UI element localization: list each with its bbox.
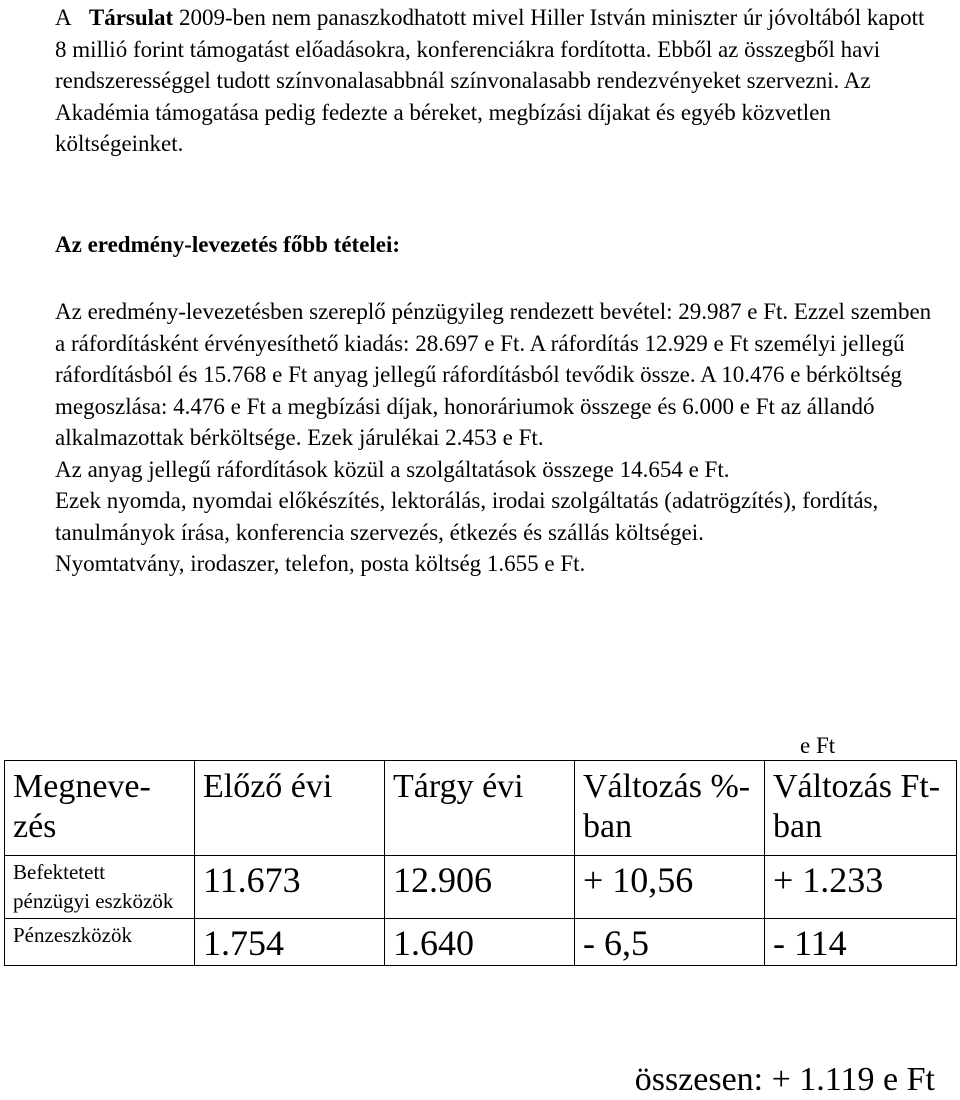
- row-label: Pénzeszközök: [5, 919, 195, 966]
- table-header-row: [5, 761, 957, 856]
- table-cell: + 1.233: [765, 856, 957, 919]
- intro-paragraph: [55, 2, 935, 160]
- intro-text: 2009-ben nem panaszkodhatott mivel Hiller István miniszter úr jóvoltából kapott 8 millió forint támogatást előadásokra, konferenciákra fordította. Ebből az összegből havi rendszerességgel tudott színvonalasabbnál színvonalasabb rendezvényeket szervezni. Az Akadémia támogatása pedig fedezte a béreket, megbízási díjakat és egyéb közvetlen költségeinket.: [55, 5, 925, 156]
- table-cell: - 6,5: [575, 919, 765, 966]
- section-heading: Az eredmény-levezetés főbb tételei:: [55, 232, 401, 257]
- table-cell: 11.673: [195, 856, 385, 919]
- result-paragraph: Ezek nyomda, nyomdai előkészítés, lektorálás, irodai szolgáltatás (adatrögzítés), fordítás, tanulmányok írása, konferencia szervezés, étkezés és szállás költségei.: [55, 488, 879, 545]
- result-section: [55, 296, 935, 580]
- table-row: [5, 919, 957, 966]
- header-cell: Megneve-zés: [5, 761, 195, 856]
- result-paragraph: Az eredmény-levezetésben szereplő pénzügyileg rendezett bevétel: 29.987 e Ft. Ezzel szemben a ráfordításként érvényesíthető kiadás: 28.697 e Ft. A ráfordítás 12.929 e Ft személyi jellegű ráfordításból és 15.768 e Ft anyag jellegű ráfordításból tevődik össze. A 10.476 e bérköltség megoszlása: 4.476 e Ft a megbízási díjak, honoráriumok összege és 6.000 e Ft az állandó alkalmazottak bérköltsége. Ezek járulékai 2.453 e Ft.: [55, 299, 932, 450]
- result-paragraph: Nyomtatvány, irodaszer, telefon, posta költség 1.655 e Ft.: [55, 551, 586, 576]
- financial-table: [4, 760, 957, 966]
- table-unit-label: e Ft: [800, 733, 836, 758]
- header-cell: Előző évi: [195, 761, 385, 856]
- row-label: Befektetett pénzügyi eszközök: [5, 856, 195, 919]
- intro-org-name: Társulat: [88, 5, 174, 30]
- table-row: [5, 856, 957, 919]
- total-summary: összesen: + 1.119 e Ft: [634, 1061, 935, 1098]
- table-cell: 1.640: [385, 919, 575, 966]
- header-cell: Változás %-ban: [575, 761, 765, 856]
- intro-article: A: [55, 5, 72, 30]
- table-cell: + 10,56: [575, 856, 765, 919]
- result-paragraph: Az anyag jellegű ráfordítások közül a szolgáltatások összege 14.654 e Ft.: [55, 456, 730, 482]
- table-cell: 1.754: [195, 919, 385, 966]
- header-cell: Változás Ft-ban: [765, 761, 957, 856]
- table-cell: 12.906: [385, 856, 575, 919]
- header-cell: Tárgy évi: [385, 761, 575, 856]
- table-cell: - 114: [765, 919, 957, 966]
